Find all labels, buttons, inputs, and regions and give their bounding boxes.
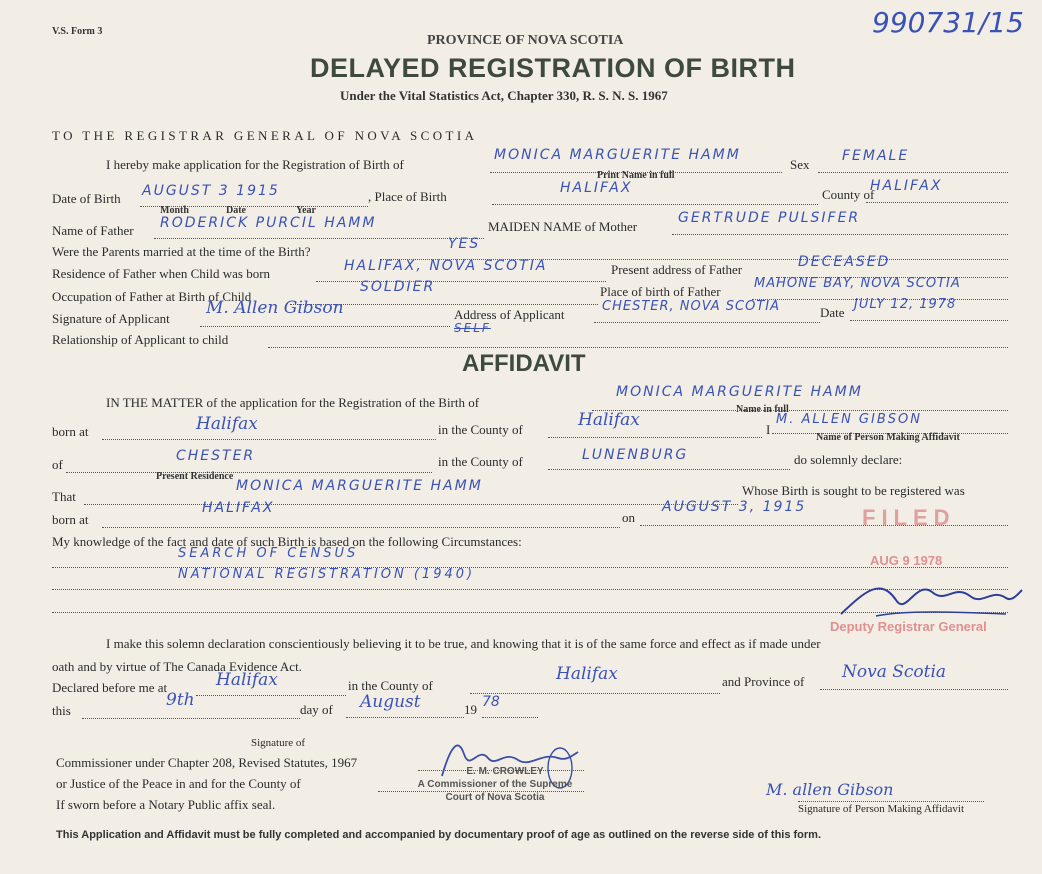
of-label: of — [52, 457, 63, 472]
corner-reference-number: 990731/15 — [872, 6, 1024, 39]
residence-county-label: in the County of — [438, 454, 523, 469]
commissioner-role: A Commissioner of the Supreme — [417, 779, 573, 790]
this-label: this — [52, 703, 71, 718]
sig-applicant-label: Signature of Applicant — [52, 311, 170, 326]
occupation-value: SOLDIER — [360, 279, 436, 295]
that-label: That — [52, 489, 76, 504]
mother-label: MAIDEN NAME of Mother — [488, 219, 638, 234]
relationship-label: Relationship of Applicant to child — [52, 332, 229, 347]
deputy-registrar-role: Deputy Registrar General — [830, 619, 987, 634]
pob-label: , Place of Birth — [368, 189, 447, 204]
residence-father-value: HALIFAX, NOVA SCOTIA — [344, 258, 548, 274]
residence-father-label: Residence of Father when Child was born — [52, 266, 271, 281]
married-label: Were the Parents married at the time of the Birth? — [52, 244, 311, 259]
to-registrar: TO THE REGISTRAR GENERAL OF NOVA SCOTIA — [52, 128, 478, 143]
month-value: August — [360, 692, 421, 712]
mother-value: GERTRUDE PULSIFER — [678, 210, 861, 226]
county-value: HALIFAX — [870, 178, 943, 194]
present-address-value: DECEASED — [798, 254, 891, 270]
present-address-label: Present address of Father — [611, 262, 743, 277]
child-name-value: MONICA MARGUERITE HAMM — [494, 147, 741, 163]
matter-label: IN THE MATTER of the application for the Registration of the Birth of — [106, 395, 480, 410]
year-caption: Year — [296, 205, 316, 216]
whose-birth-label: Whose Birth is sought to be registered was — [742, 483, 965, 498]
pob-father-label: Place of birth of Father — [600, 284, 721, 299]
form-id: V.S. Form 3 — [52, 26, 103, 37]
occupation-label: Occupation of Father at Birth of Child — [52, 289, 252, 304]
born-at-label: born at — [52, 424, 89, 439]
day-of-label: day of — [300, 702, 333, 717]
born-county-label: in the County of — [438, 422, 523, 437]
circumstance-1: SEARCH OF CENSUS — [178, 546, 359, 561]
applicant-date-label: Date — [820, 305, 845, 320]
on-value: AUGUST 3, 1915 — [662, 499, 807, 515]
born-at2-value: HALIFAX — [202, 500, 275, 516]
deponent-signature-caption: Signature of Person Making Affidavit — [798, 803, 964, 815]
matter-name-caption: Name in full — [736, 404, 789, 415]
form-act: Under the Vital Statistics Act, Chapter 330, R. S. N. S. 1967 — [340, 88, 668, 103]
footer-note: This Application and Affidavit must be fully completed and accompanied by documentary proof of age as outlined on the reverse side of this form. — [56, 829, 822, 841]
hereby-label: I hereby make application for the Registration of Birth of — [106, 157, 404, 172]
day-value: 9th — [166, 690, 195, 710]
declared-place-value: Halifax — [216, 670, 278, 690]
commissioner-court: Court of Nova Scotia — [445, 792, 545, 803]
pob-value: HALIFAX — [560, 180, 633, 196]
solemn-line-2: oath and by virtue of The Canada Evidence Act. — [52, 659, 302, 674]
matter-value: MONICA MARGUERITE HAMM — [616, 384, 863, 400]
addr-applicant-label: Address of Applicant — [454, 307, 565, 322]
year-prefix: 19 — [464, 702, 477, 717]
deponent-caption: Name of Person Making Affidavit — [816, 432, 960, 443]
notary-line: If sworn before a Notary Public affix seal. — [56, 797, 276, 812]
dob-value: AUGUST 3 1915 — [142, 183, 280, 199]
born-county-value: Halifax — [578, 410, 640, 430]
pob-father-value: MAHONE BAY, NOVA SCOTIA — [754, 276, 961, 291]
dob-label: Date of Birth — [52, 191, 121, 206]
signature-of-caption: Signature of — [251, 737, 306, 749]
affidavit-heading: AFFIDAVIT — [462, 350, 586, 377]
declared-county-label: in the County of — [348, 678, 433, 693]
applicant-date-value: JULY 12, 1978 — [854, 297, 957, 312]
residence-county-value: LUNENBURG — [582, 447, 689, 463]
father-value: RODERICK PURCIL HAMM — [160, 215, 377, 231]
commissioner-name: E. M. CROWLEY — [466, 766, 544, 777]
deponent-signature: M. allen Gibson — [766, 780, 894, 799]
relationship-value: SELF — [454, 321, 491, 335]
filed-stamp: FILED — [862, 505, 956, 530]
applicant-signature: M. Allen Gibson — [206, 298, 344, 318]
that-value: MONICA MARGUERITE HAMM — [236, 478, 483, 494]
born-at2-label: born at — [52, 512, 89, 527]
declared-county-value: Halifax — [556, 664, 618, 684]
year-value: 78 — [482, 694, 500, 710]
filed-date: AUG 9 1978 — [870, 553, 943, 568]
registrar-signature-icon — [836, 570, 1026, 622]
solemn-line-1: I make this solemn declaration conscientiously believing it to be true, and knowing that it is of the same force and effect as if made under — [106, 636, 821, 651]
father-label: Name of Father — [52, 223, 134, 238]
commissioner-chapter-line: Commissioner under Chapter 208, Revised Statutes, 1967 — [56, 755, 358, 770]
date-caption: Date — [226, 205, 246, 216]
form-title: DELAYED REGISTRATION OF BIRTH — [310, 53, 796, 83]
born-at-value: Halifax — [196, 414, 258, 434]
sex-label: Sex — [790, 157, 810, 172]
married-value: YES — [448, 236, 481, 252]
month-caption: Month — [160, 205, 189, 216]
province-value: Nova Scotia — [842, 662, 947, 682]
county-label: County of — [822, 187, 875, 202]
justice-line: or Justice of the Peace in and for the County of — [56, 776, 301, 791]
declared-label: Declared before me at — [52, 680, 168, 695]
deponent-name-value: M. ALLEN GIBSON — [776, 412, 922, 427]
i-label: I — [766, 422, 771, 437]
residence-value: CHESTER — [176, 448, 256, 464]
on-label: on — [622, 510, 635, 525]
residence-caption: Present Residence — [156, 471, 234, 482]
addr-applicant-value: CHESTER, NOVA SCOTIA — [602, 299, 780, 314]
province-heading: PROVINCE OF NOVA SCOTIA — [427, 33, 624, 48]
declare-label: do solemnly declare: — [794, 452, 903, 467]
print-name-caption: Print Name in full — [597, 170, 675, 181]
circumstance-2: NATIONAL REGISTRATION (1940) — [178, 567, 476, 582]
sex-value: FEMALE — [842, 148, 910, 164]
knowledge-label: My knowledge of the fact and date of such Birth is based on the following Circumstances: — [52, 534, 522, 549]
province-label: and Province of — [722, 674, 805, 689]
